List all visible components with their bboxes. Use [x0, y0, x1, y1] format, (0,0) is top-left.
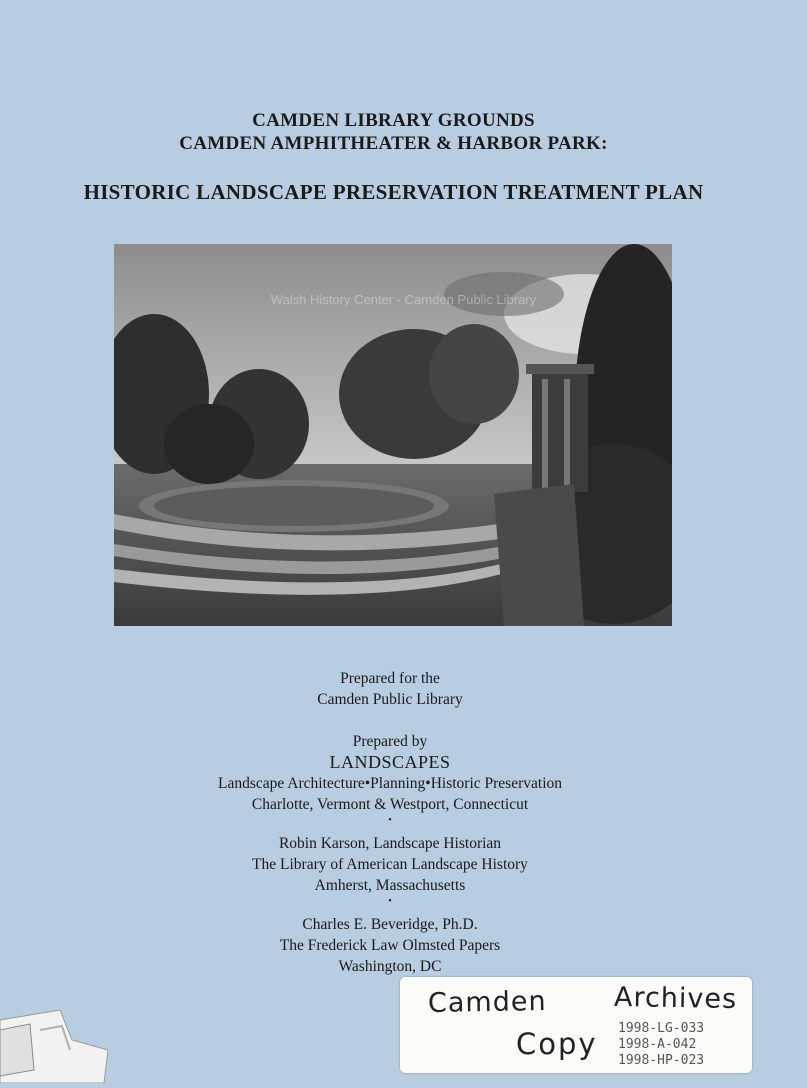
firm-name: LANDSCAPES: [329, 752, 451, 772]
client-name: Camden Public Library: [317, 691, 463, 708]
archive-sticker: [400, 977, 752, 1073]
title-line-1: CAMDEN LIBRARY GROUNDS: [252, 110, 535, 131]
archive-word-archives: Archives: [613, 981, 738, 1016]
firm-services: Landscape Architecture•Planning•Historic Preservation: [218, 775, 562, 792]
separator-bullet: •: [388, 815, 392, 826]
contributor-place: Amherst, Massachusetts: [314, 877, 466, 894]
document-title: HISTORIC LANDSCAPE PRESERVATION TREATMENT PLAN: [83, 180, 704, 204]
prepared-for-block: [0, 668, 780, 710]
contributor-place: Washington, DC: [338, 958, 442, 975]
prepared-by-block: [0, 731, 780, 827]
prepared-by-label: Prepared by: [352, 733, 428, 750]
contributor-name: Robin Karson, Landscape Historian: [278, 835, 502, 852]
photo-watermark: Walsh History Center - Camden Public Library: [270, 292, 537, 307]
firm-locations: Charlotte, Vermont & Westport, Connecticut: [251, 796, 529, 813]
separator-bullet: •: [388, 896, 392, 907]
prepared-for-label: Prepared for the: [340, 670, 440, 687]
contributor-name: Charles E. Beveridge, Ph.D.: [302, 916, 478, 933]
binder-clip-graphic: [0, 1010, 112, 1083]
archive-code: 1998-HP-023: [618, 1053, 705, 1068]
archive-word-camden: Camden: [427, 985, 547, 1020]
archive-code: 1998-LG-033: [618, 1021, 705, 1036]
contributor-org: The Frederick Law Olmsted Papers: [279, 937, 501, 954]
contributor-org: The Library of American Landscape History: [252, 856, 528, 873]
contributor-beveridge-block: [0, 914, 780, 977]
archive-code: 1998-A-042: [618, 1037, 697, 1052]
contributor-karson-block: [0, 833, 780, 908]
title-line-2: CAMDEN AMPHITHEATER & HARBOR PARK:: [179, 133, 608, 154]
archive-word-copy: Copy: [516, 1027, 598, 1061]
